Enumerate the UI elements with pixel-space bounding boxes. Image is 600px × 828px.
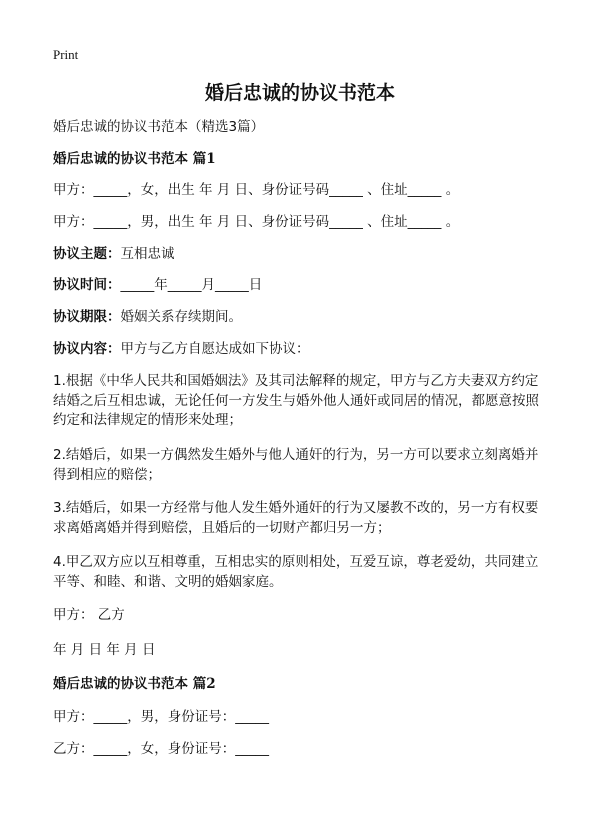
agreement-time [53,276,549,296]
signature-dates: 年 月 日 年 月 日 [53,642,156,658]
section2-party-b: 乙方：_____，女，身份证号：_____ [53,741,269,757]
subject-label: 协议主题： [53,246,121,262]
subject-value: 互相忠诚 [120,246,175,262]
section2-party-a: 甲方：_____，男，身份证号：_____ [53,709,269,725]
clause-2: 2.结婚后，如果一方偶然发生婚外与他人通奸的行为，另一方可以要求立刻离婚并得到相应的赔偿； [53,447,539,483]
print-link[interactable]: Print [53,47,79,62]
clause-3: 3.结婚后，如果一方经常与他人发生婚外通奸的行为又屡教不改的，另一方有权要求离婚离婚并得到赔偿，且婚后的一切财产都归另一方； [53,500,539,536]
signatures: 甲方： 乙方 [53,607,125,623]
subtitle: 婚后忠诚的协议书范本（精选3篇） [53,119,265,135]
term-label: 协议期限： [53,309,121,325]
section2-heading: 婚后忠诚的协议书范本 篇2 [53,676,216,692]
agreement-term [53,308,549,328]
agreement-content [53,340,549,360]
term-value: 婚姻关系存续期间。 [120,309,242,325]
party-a-female: 甲方：_____，女，出生 年 月 日、身份证号码_____ 、住址_____ 。 [53,182,460,198]
clause-4: 4.甲乙双方应以互相尊重，互相忠实的原则相处，互爱互谅，尊老爱幼，共同建立平等、和睦、和谐、文明的婚姻家庭。 [53,554,539,590]
agreement-subject [53,245,549,265]
page-title: 婚后忠诚的协议书范本 [204,82,395,104]
content-value: 甲方与乙方自愿达成如下协议： [120,341,310,357]
content-label: 协议内容： [53,341,121,357]
time-value: _____年_____月_____日 [120,277,263,293]
section1-heading: 婚后忠诚的协议书范本 篇1 [53,151,216,167]
time-label: 协议时间： [53,277,121,293]
clause-1: 1.根据《中华人民共和国婚姻法》及其司法解释的规定，甲方与乙方夫妻双方约定结婚之后互相忠诚，无论任何一方发生与婚外他人通奸或同居的情况，都愿意按照约定和法律规定的情形来处理； [53,373,539,428]
party-a-male: 甲方：_____，男，出生 年 月 日、身份证号码_____ 、住址_____ 。 [53,214,460,230]
